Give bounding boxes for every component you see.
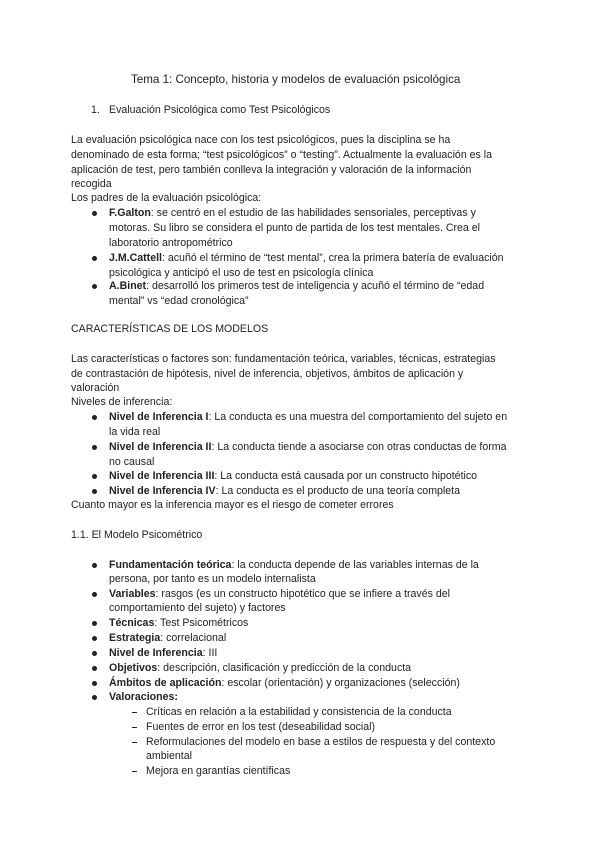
characteristics-heading: CARACTERÍSTICAS DE LOS MODELOS <box>71 323 269 335</box>
bullet-icon <box>92 621 97 626</box>
sub-list-item: Reformulaciones del modelo en base a estilos de respuesta y del contexto <box>146 736 496 748</box>
list-item-continuation: no causal <box>109 456 155 468</box>
dash-icon <box>132 742 137 743</box>
list-item-continuation: persona, por tanto es un modelo internalista <box>109 573 316 585</box>
list-item: Nivel de Inferencia II: La conducta tiende a asociarse con otras conductas de forma <box>109 441 507 453</box>
fathers-intro: Los padres de la evaluación psicológica: <box>71 192 262 204</box>
bullet-icon <box>92 489 97 494</box>
list-item: Valoraciones: <box>109 691 178 703</box>
list-item: Nivel de Inferencia IV: La conducta es el producto de una teoría completa <box>109 485 460 497</box>
list-item: Nivel de Inferencia III: La conducta está causada por un constructo hipotético <box>109 470 478 482</box>
document-title: Tema 1: Concepto, historia y modelos de evaluación psicológica <box>131 73 461 86</box>
bullet-icon <box>92 211 97 216</box>
list-item: Técnicas: Test Psicométricos <box>109 617 249 629</box>
subsection-heading: 1.1. El Modelo Psicométrico <box>71 529 203 541</box>
dash-icon <box>132 771 137 772</box>
paragraph-line: recogida <box>71 178 112 190</box>
bullet-icon <box>92 651 97 656</box>
sub-list-item: Mejora en garantías científicas <box>146 765 291 777</box>
paragraph-line: de contrastación de hipótesis, nivel de inferencia, objetivos, ámbitos de aplicación y <box>71 368 464 380</box>
list-item: Objetivos: descripción, clasificación y predicción de la conducta <box>109 662 412 674</box>
bullet-icon <box>92 284 97 289</box>
list-item-continuation: motoras. Su libro se considera el punto de partida de los test mentales. Crea el <box>109 222 480 234</box>
bullet-icon <box>92 256 97 261</box>
levels-intro: Niveles de inferencia: <box>71 396 173 408</box>
bullet-icon <box>92 563 97 568</box>
bullet-icon <box>92 415 97 420</box>
bullet-icon <box>92 681 97 686</box>
bullet-icon <box>92 636 97 641</box>
paragraph-line: Las características o factores son: fundamentación teórica, variables, técnicas, estrategias <box>71 353 496 365</box>
list-item: Variables: rasgos (es un constructo hipotético que se infiere a través del <box>109 588 450 600</box>
paragraph-line: valoración <box>71 382 120 394</box>
list-item: Nivel de Inferencia I: La conducta es una muestra del comportamiento del sujeto en <box>109 411 508 423</box>
list-item: F.Galton: se centró en el estudio de las habilidades sensoriales, perceptivas y <box>109 207 476 219</box>
list-item: A.Binet: desarrolló los primeros test de inteligencia y acuñó el término de “edad <box>109 280 485 292</box>
list-item: Ámbitos de aplicación: escolar (orientación) y organizaciones (selección) <box>109 677 460 689</box>
list-item: J.M.Cattell: acuñó el término de “test mental”, crea la primera batería de evaluación <box>109 252 504 264</box>
bullet-icon <box>92 445 97 450</box>
paragraph-line: La evaluación psicológica nace con los test psicológicos, pues la disciplina se ha <box>71 134 451 146</box>
bullet-icon <box>92 474 97 479</box>
sub-list-item-continuation: ambiental <box>146 750 192 762</box>
section-number: 1. <box>91 104 100 116</box>
list-item-continuation: comportamiento del sujeto) y factores <box>109 602 286 614</box>
list-item-continuation: psicológica y anticipó el uso de test en psicología clínica <box>109 267 374 279</box>
list-item-continuation: mental” vs “edad cronológica” <box>109 295 249 307</box>
list-item-continuation: la vida real <box>109 426 161 438</box>
dash-icon <box>132 712 137 713</box>
sub-list-item: Fuentes de error en los test (deseabilidad social) <box>146 721 376 733</box>
list-item: Fundamentación teórica: la conducta depende de las variables internas de la <box>109 559 479 571</box>
bullet-icon <box>92 695 97 700</box>
paragraph-line: denominado de esta forma; “test psicológicos” o “testing”. Actualmente la evaluación es la <box>71 149 493 161</box>
bullet-icon <box>92 592 97 597</box>
section-heading: Evaluación Psicológica como Test Psicológicos <box>109 104 331 116</box>
list-item: Estrategia: correlacional <box>109 632 227 644</box>
list-item-continuation: laboratorio antropométrico <box>109 237 233 249</box>
dash-icon <box>132 727 137 728</box>
paragraph-line: aplicación de test, pero también conlleva la integración y valoración de la información <box>71 164 472 176</box>
conclusion: Cuanto mayor es la inferencia mayor es el riesgo de cometer errores <box>71 499 394 511</box>
list-item: Nivel de Inferencia: III <box>109 647 218 659</box>
sub-list-item: Críticas en relación a la estabilidad y consistencia de la conducta <box>146 706 452 718</box>
bullet-icon <box>92 666 97 671</box>
